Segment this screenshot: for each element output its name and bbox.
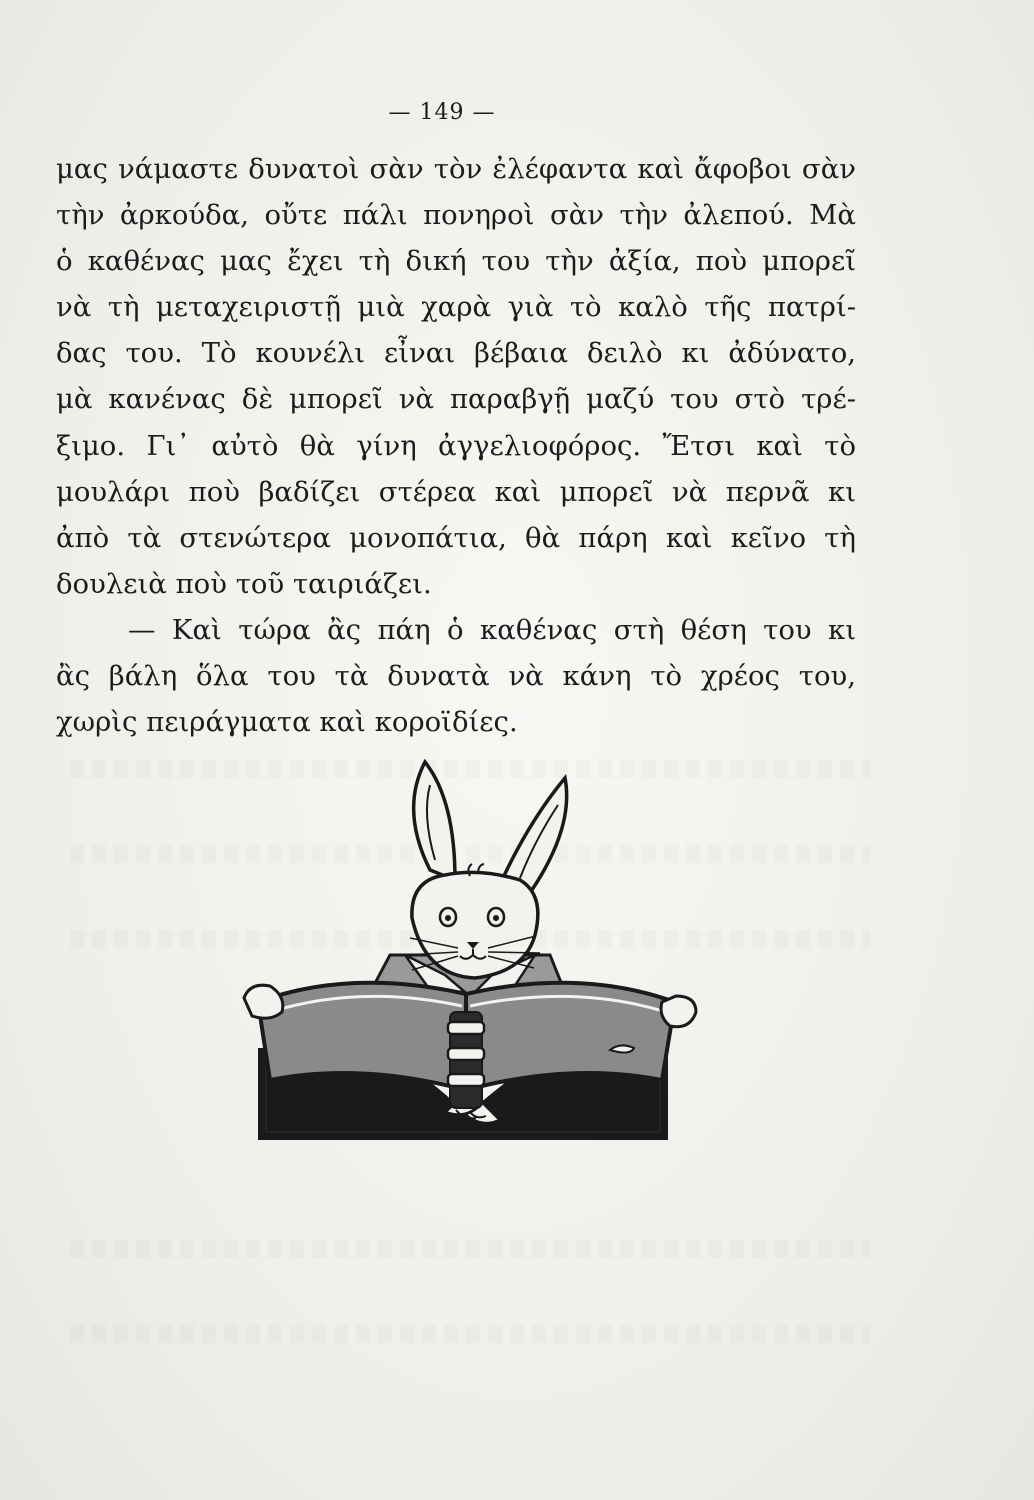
text-line: μὰ κανένας δὲ μπορεῖ νὰ παραβγῇ μαζύ του στὸ τρέ-: [56, 383, 856, 416]
text-line: μουλάρι ποὺ βαδίζει στέρεα καὶ μπορεῖ νὰ περνᾶ κι: [56, 475, 856, 508]
bleed-through: [70, 1325, 870, 1343]
text-line: — Καὶ τώρα ἂς πάη ὁ καθένας στὴ θέση του κι: [128, 613, 856, 646]
text-line: χωρὶς πειράγματα καὶ κοροϊδίες.: [56, 706, 518, 739]
text-line: δας του. Τὸ κουνέλι εἶναι βέβαια δειλὸ κι ἀδύνατο,: [56, 337, 856, 370]
text-line: δουλειὰ ποὺ τοῦ ταιριάζει.: [56, 567, 432, 600]
text-line: τὴν ἀρκούδα, οὔτε πάλι πονηροὶ σὰν τὴν ἀλεπού. Μὰ: [56, 199, 856, 232]
bleed-through: [70, 1240, 870, 1258]
text-line: μας νάμαστε δυνατοὶ σὰν τὸν ἐλέφαντα καὶ ἄφοβοι σὰν: [56, 153, 856, 185]
body-text: [56, 146, 856, 745]
text-line: ὁ καθένας μας ἔχει τὴ δική του τὴν ἀξία, ποὺ μπορεῖ: [56, 245, 856, 278]
text-line: ξιμο. Γι᾽ αὐτὸ θὰ γίνη ἀγγελιοφόρος. Ἔτσι καὶ τὸ: [56, 429, 856, 462]
rabbit-reading-book-icon: [230, 750, 700, 1200]
text-line: νὰ τὴ μεταχειριστῇ μιὰ χαρὰ γιὰ τὸ καλὸ τῆς πατρί-: [56, 291, 856, 324]
page-number: — 149 —: [388, 100, 496, 125]
text-line: ἀπὸ τὰ στενώτερα μονοπάτια, θὰ πάρη καὶ κεῖνο τὴ: [56, 521, 856, 554]
text-line: ἂς βάλη ὅλα του τὰ δυνατὰ νὰ κάνη τὸ χρέος του,: [56, 660, 856, 693]
